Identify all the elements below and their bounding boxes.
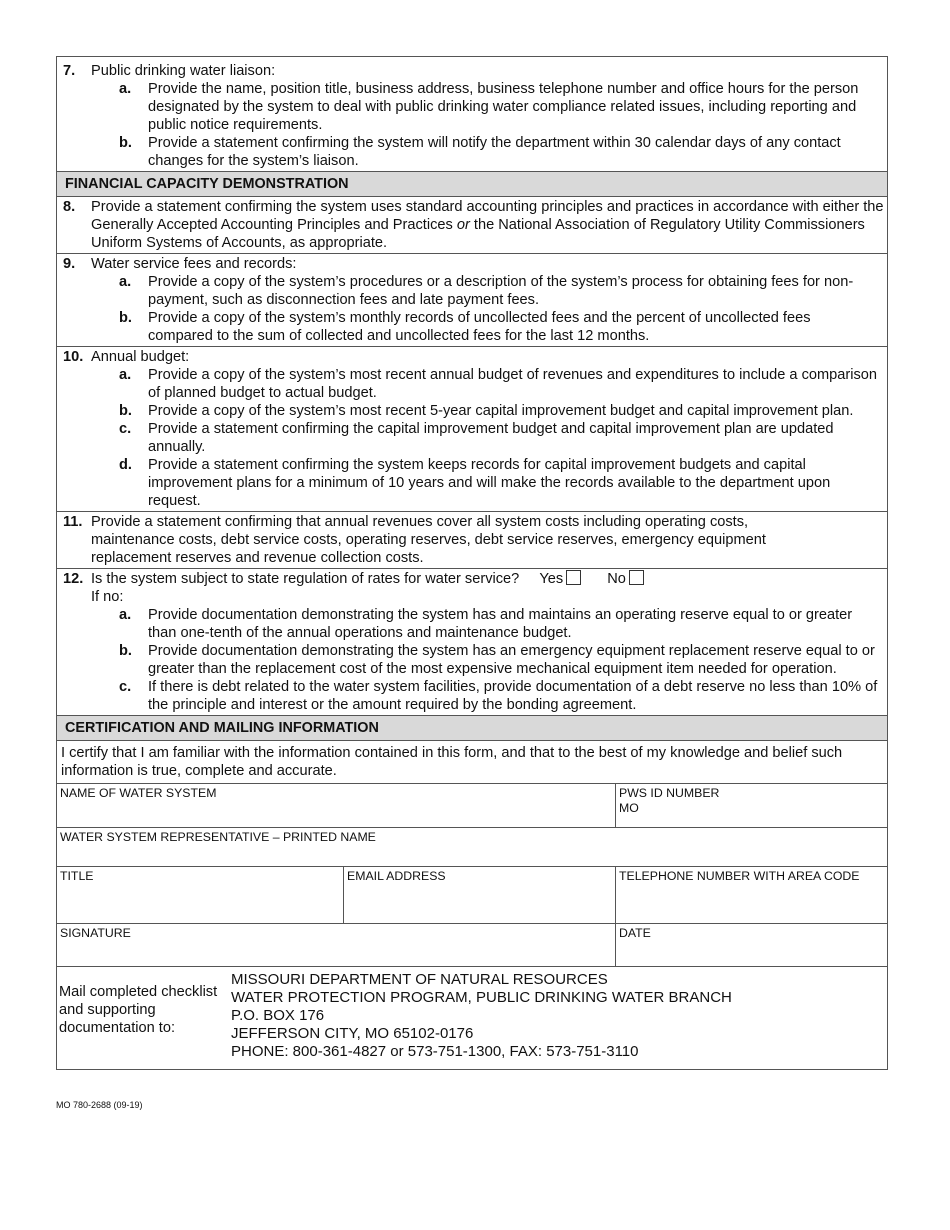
list-item: c. If there is debt related to the water system facilities, provide documentation of a debt reserve no less than 10% of the principle and interest or the amount required by the bonding agreement.: [119, 679, 878, 713]
date-field[interactable]: DATE: [615, 924, 887, 966]
list-item: b. Provide a copy of the system’s monthly records of uncollected fees and the percent of uncollected fees compared to the sum of collected and uncollected fees for the last 12 months.: [119, 310, 811, 344]
question-8: 8. Provide a statement confirming the system uses standard accounting principles and practices in accordance with either the Generally Accepted Accounting Principles and Practices or the National Association of Regulatory Utility Commissioners Uniform Systems of Accounts, as appropriate.: [57, 196, 887, 253]
representative-name-field[interactable]: WATER SYSTEM REPRESENTATIVE – PRINTED NAME: [60, 830, 376, 844]
no-label: No: [607, 571, 626, 587]
list-item: d. Provide a statement confirming the system keeps records for capital improvement budgets and capital improvement plans for a minimum of 10 years and will make the records available to the department upon request.: [119, 457, 831, 509]
yes-checkbox[interactable]: [566, 570, 581, 585]
financial-capacity-header: FINANCIAL CAPACITY DEMONSTRATION: [57, 171, 887, 196]
checklist-form: [56, 56, 888, 1070]
email-field[interactable]: EMAIL ADDRESS: [343, 867, 615, 923]
list-item: b. Provide documentation demonstrating the system has an emergency equipment replacement reserve equal to or greater than the replacement cost of the most expensive mechanical equipment item needed for operation.: [119, 643, 875, 677]
if-no-label: If no:: [91, 589, 124, 605]
field-row: [57, 783, 887, 827]
title-field[interactable]: TITLE: [60, 869, 94, 883]
list-item: a. Provide a copy of the system’s most recent annual budget of revenues and expenditures to include a comparison of planned budget to actual budget.: [119, 367, 878, 401]
question-11: 11. Provide a statement confirming that annual revenues cover all system costs including operating costs, maintenance costs, debt service costs, operating reserves, debt service reserves, emergency equipment replacement reserves and revenue collection costs.: [57, 511, 887, 568]
mailing-address: MISSOURI DEPARTMENT OF NATURAL RESOURCES WATER PROTECTION PROGRAM, PUBLIC DRINKING WATER BRANCH P.O. BOX 176 JEFFERSON CITY, MO 65102-0176 PHONE: 800-361-4827 or 573-751-1300, FAX: 573-751-3110: [231, 971, 732, 1060]
signature-field[interactable]: SIGNATURE: [60, 926, 131, 940]
yes-label: Yes: [539, 571, 564, 587]
field-row: [57, 827, 887, 866]
question-7: [57, 57, 887, 171]
list-item: a. Provide the name, position title, business address, business telephone number and office hours for the person designated by the system to deal with public drinking water compliance related issues, including reporting and public notice requirements.: [119, 81, 859, 133]
water-system-name-field[interactable]: NAME OF WATER SYSTEM: [60, 786, 217, 800]
question-title: Public drinking water liaison:: [91, 63, 276, 79]
certification-header: CERTIFICATION AND MAILING INFORMATION: [57, 715, 887, 740]
list-item: b. Provide a statement confirming the system will notify the department within 30 calendar days of any contact changes for the system’s liaison.: [119, 135, 841, 169]
question-number: 7.: [63, 63, 76, 79]
no-checkbox[interactable]: [629, 570, 644, 585]
pws-id-field[interactable]: PWS ID NUMBER MO: [615, 784, 887, 827]
list-item: a. Provide a copy of the system’s procedures or a description of the system’s process for obtaining fees for non-payment, such as disconnection fees and late payment fees.: [119, 274, 854, 308]
question-9: 9. Water service fees and records: a. Provide a copy of the system’s procedures or a description of the system’s process for obtaining fees for non-payment, such as disconnection fees and late payment fees. b. Provide a copy of the system’s monthly records of uncollected fees and the percent of uncollected fees compared to the sum of collected and uncollected fees for the last 12 months.: [57, 253, 887, 346]
field-row: [57, 923, 887, 966]
question-12: 12. Is the system subject to state regulation of rates for water service? Yes No If no: a. Provide documentation demonstrating the system has and maintains an operating reserve equal to or greater than one-tenth of the annual operations and maintenance budget. b. Provide documentation demonstrating the system has an emergency equipment replacement reserve equal to or greater than the replacement cost of the most expensive mechanical equipment item needed for operation. c. If there is debt related to the water system facilities, provide documentation of a debt reserve no less than 10% of the principle and interest or the amount required by the bonding agreement.: [57, 568, 887, 715]
mailing-info: [57, 966, 887, 1069]
telephone-field[interactable]: TELEPHONE NUMBER WITH AREA CODE: [615, 867, 887, 923]
question-10: 10. Annual budget: a. Provide a copy of the system’s most recent annual budget of revenues and expenditures to include a comparison of planned budget to actual budget. b. Provide a copy of the system’s most recent 5-year capital improvement budget and capital improvement plan. c. Provide a statement confirming the capital improvement budget and capital improvement plan are updated annually. d. Provide a statement confirming the system keeps records for capital improvement budgets and capital improvement plans for a minimum of 10 years and will make the records available to the department upon request.: [57, 346, 887, 511]
certification-statement: I certify that I am familiar with the information contained in this form, and that to the best of my knowledge and belief such information is true, complete and accurate.: [57, 740, 887, 783]
mail-label: Mail completed checklist and supporting documentation to:: [59, 984, 218, 1036]
field-row: [57, 866, 887, 923]
list-item: a. Provide documentation demonstrating the system has and maintains an operating reserve equal to or greater than one-tenth of the annual operations and maintenance budget.: [119, 607, 853, 641]
form-number: MO 780-2688 (09-19): [56, 1100, 143, 1110]
list-item: c. Provide a statement confirming the capital improvement budget and capital improvement plan are updated annually.: [119, 421, 834, 455]
list-item: b. Provide a copy of the system’s most recent 5-year capital improvement budget and capital improvement plan.: [119, 403, 854, 419]
